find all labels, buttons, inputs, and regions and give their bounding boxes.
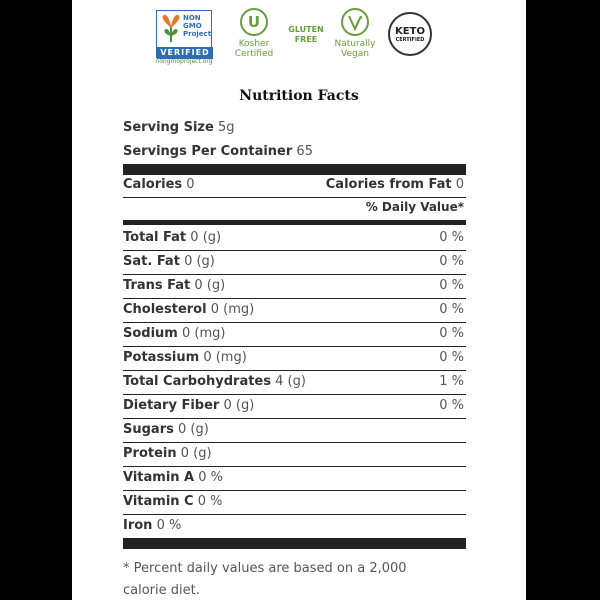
serving-size-label: Serving Size	[123, 120, 214, 135]
vegan-badge	[328, 8, 382, 59]
non-gmo-frame	[156, 10, 212, 58]
keto-seal-icon	[388, 12, 432, 56]
nutrient-name: Vitamin A	[123, 470, 195, 485]
nutrient-name: Total Carbohydrates	[123, 374, 271, 389]
nutrient-name: Dietary Fiber	[123, 398, 220, 413]
medium-divider	[123, 220, 466, 225]
calories-fat-value: 0	[455, 177, 464, 192]
nutrient-name: Total Fat	[123, 230, 187, 245]
nutrient-row-cholesterol	[123, 298, 466, 322]
thick-divider-bottom	[123, 538, 466, 549]
butterfly-icon	[160, 14, 182, 44]
non-gmo-badge	[156, 10, 212, 65]
daily-value-header: % Daily Value*	[365, 200, 464, 214]
nutrient-amount: 0 (g)	[178, 422, 209, 437]
nutrient-name: Sugars	[123, 422, 174, 437]
nutrient-row-sodium	[123, 322, 466, 346]
nutrient-amount: 4 (g)	[275, 374, 306, 389]
vegan-leaf-icon	[341, 8, 369, 36]
nutrient-dv: 0 %	[439, 350, 464, 365]
keto-line2: CERTIFIED	[395, 36, 425, 43]
kosher-icon: U	[240, 8, 268, 36]
nutrient-dv: 0 %	[439, 398, 464, 413]
nutrient-amount: 0 (g)	[194, 278, 226, 293]
label-title: Nutrition Facts	[239, 88, 359, 104]
nutrient-row-vitamin-a	[123, 466, 466, 490]
nutrient-name: Vitamin C	[123, 494, 194, 509]
nutrient-amount: 0 (mg)	[210, 302, 255, 317]
nutrient-row-protein	[123, 442, 466, 466]
nutrient-row-total-carbohydrates	[123, 370, 466, 394]
nutrient-row-sugars	[123, 418, 466, 442]
kosher-line2: Certified	[234, 49, 274, 59]
nutrient-row-sat-fat	[123, 250, 466, 274]
non-gmo-verified: VERIFIED	[157, 47, 213, 59]
calories-label: Calories	[123, 177, 183, 192]
nutrient-amount: 0 %	[197, 494, 223, 509]
nutrient-name: Potassium	[123, 350, 200, 365]
footnote: * Percent daily values are based on a 2,000 calorie diet.	[123, 561, 407, 598]
nutrient-dv: 1 %	[439, 374, 464, 389]
divider	[123, 197, 466, 198]
serving-size-value: 5g	[217, 120, 235, 135]
nutrient-amount: 0 (g)	[180, 446, 212, 461]
gluten-line2: FREE	[294, 35, 318, 44]
gluten-free-badge	[284, 25, 328, 45]
nutrient-dv: 0 %	[439, 326, 464, 341]
calories-value: 0	[186, 177, 195, 192]
keto-badge	[388, 12, 432, 56]
nutrient-amount: 0 %	[156, 518, 182, 533]
vegan-line2: Vegan	[341, 49, 369, 59]
nutrient-row-trans-fat	[123, 274, 466, 298]
nutrient-name: Trans Fat	[123, 278, 191, 293]
nutrient-row-iron	[123, 514, 466, 538]
nutrient-name: Sodium	[123, 326, 178, 341]
nutrient-dv: 0 %	[439, 254, 464, 269]
kosher-line1: Kosher	[238, 39, 270, 49]
nutrient-row-dietary-fiber	[123, 394, 466, 418]
nutrient-row-vitamin-c	[123, 490, 466, 514]
nutrient-amount: 0 (g)	[190, 230, 222, 245]
gluten-line1: GLUTEN	[288, 25, 324, 34]
calories-row	[123, 173, 466, 197]
non-gmo-title: NON GMO Project	[183, 14, 212, 38]
non-gmo-url: nongmoproject.org	[155, 58, 213, 65]
kosher-badge	[226, 8, 282, 68]
nutrient-dv: 0 %	[439, 278, 464, 293]
nutrient-amount: 0 (g)	[184, 254, 215, 269]
vegan-line1: Naturally	[334, 39, 376, 49]
serving-size	[123, 120, 234, 135]
servings-value: 65	[296, 144, 313, 159]
nutrient-name: Sat. Fat	[123, 254, 180, 269]
nutrient-amount: 0 (g)	[223, 398, 255, 413]
nutrient-amount: 0 %	[198, 470, 224, 485]
servings-label: Servings Per Container	[123, 144, 293, 159]
calories-fat-label: Calories from Fat	[325, 177, 452, 192]
nutrient-name: Cholesterol	[123, 302, 207, 317]
nutrient-amount: 0 (mg)	[182, 326, 226, 341]
servings-per-container	[123, 144, 313, 159]
keto-line1: KETO	[395, 25, 425, 37]
nutrient-name: Protein	[123, 446, 177, 461]
nutrient-name: Iron	[123, 518, 153, 533]
nutrient-dv: 0 %	[439, 302, 464, 317]
nutrient-dv: 0 %	[439, 230, 464, 245]
nutrient-row-potassium	[123, 346, 466, 370]
nutrient-amount: 0 (mg)	[203, 350, 247, 365]
nutrition-panel	[72, 0, 526, 600]
nutrient-row-total-fat	[123, 226, 466, 250]
